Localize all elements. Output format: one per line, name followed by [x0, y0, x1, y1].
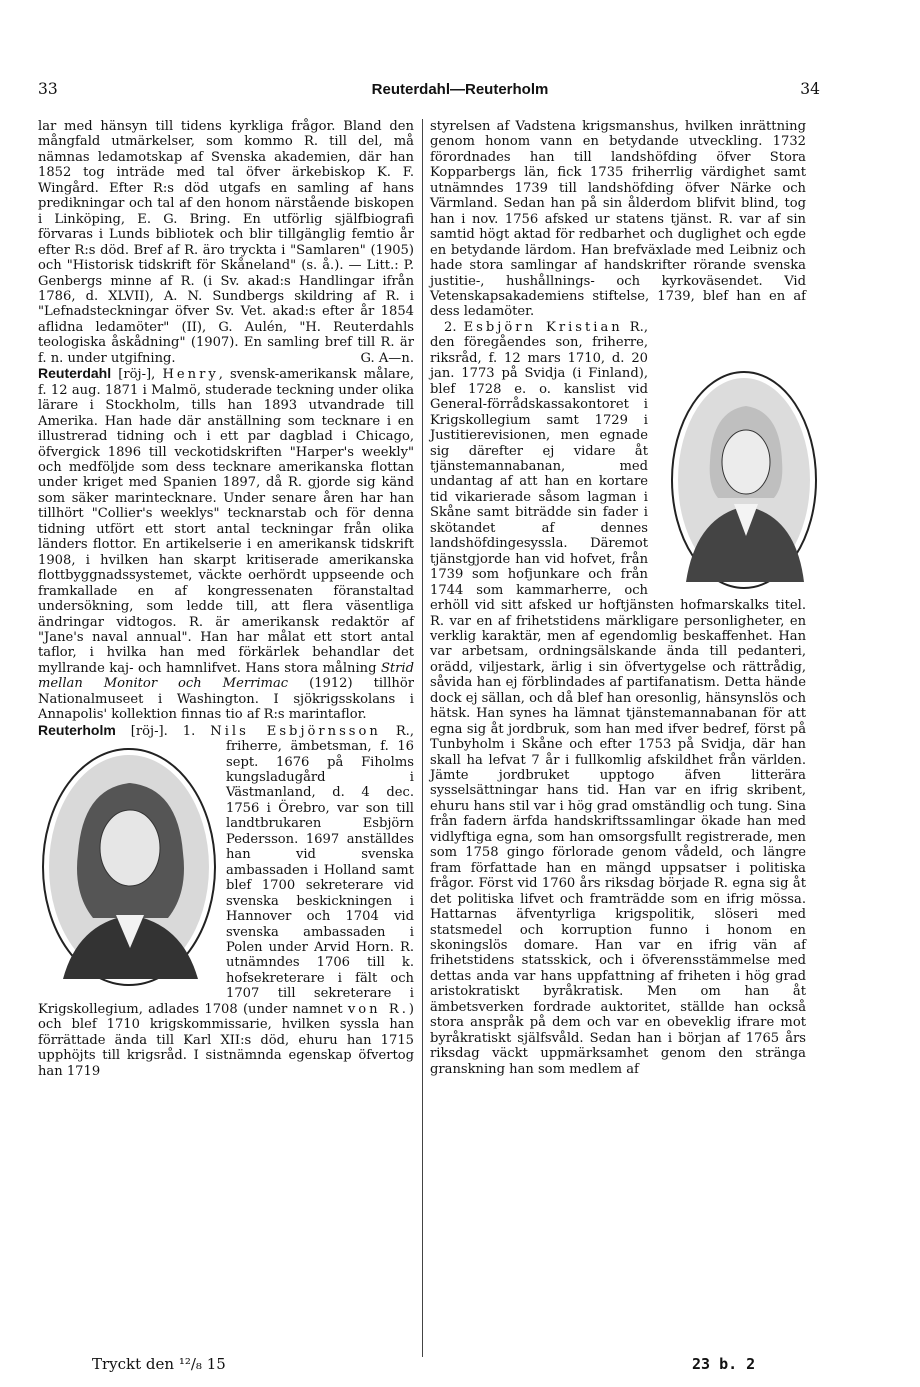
person-name: Nils Esbjörnsson — [210, 723, 381, 739]
entry-reuterholm-esbjorn: 2. Esbjörn Kristian R., den föregåendes son, friherre, riksråd, f. 12 mars 1710, d. 20 jan. 1773 på Svidja (i Finland), blef 1728 e. o. kanslist vid General-förrådskassakontoret i Krigskollegium samt 1729 i Justitierevisionen, men egnade sig därefter ej vidare åt tjänstemannabanan, med undantag af att han en kortare tid vikarierade såsom lagman i Skåne samt biträdde sin fader i skötandet af dennes landshöfdingesyssla. Däremot tjänstgjorde han vid hofvet, från 1739 som hofjunkare och från 1744 som kammarherre, och erhöll vid sitt afsked ur hoftjänsten hofmarskalks titel. R. var en af frihetstidens märkligare personligheter, en verklig karaktär, men af egendomlig beskaffenhet. Han var arbetsam, ordningsälskande ända till pedanteri, orädd, viljestark, ärlig i sin öfvertygelse och rättrådig, såvida han ej förblindades af partifanatism. Detta hände dock ej sällan, och då blef han oresonlig, hänsynslös och hätsk. Han synes ha lämnat tjänstemannabanan för att egna sig åt jordbruk, som han med ifver bedref, först på Tunbyholm i Skåne och efter 1753 på Svidja, där han skall ha lefvat 7 år i fullkomlig afskildhet från världen. Jämte jordbruket upptogo äfven litterära sysselsättningar hans tid. Han var en ifrig skribent, ehuru hans stil var i hög grad omständlig och tung. Sina från fadern ärfda handskriftssamlingar ökade han med vidlyftiga egna, som han omsorgsfullt registrerade, men som 1758 gingo förlorade genom vådeld, och längre fram författade han en mängd uppsatser i politiska frågor. Först vid 1760 års riksdag började R. egna sig åt det politiska lifvet och framträdde som en ifrig mössa. Hattarnas äfventyrliga krigspolitik, slöseri med statsmedel och korruption funno i honom en skoningslös domare. Han var en ifrig vän af frihetstidens statsskick, och i öfverensstämmelse med dettas anda var hans uppfattning af friheten i hög grad aristokratiskt byråkratisk. Men om han åt ämbetsverken fordrade auktoritet, ställde han också stora anspråk på dem och var en obeveklig ifrare mot byråkratiskt själfsvåld. Sedan han i början af 1765 års riksdag väckt uppmärksamhet genom den stränga granskning han som medlem af — [430, 320, 806, 1077]
person-name: Esbjörn Kristian — [463, 319, 623, 335]
right-column — [430, 119, 806, 1077]
print-date: Tryckt den ¹²/₈ 15 — [92, 1355, 226, 1373]
headword: Reuterholm — [38, 721, 116, 738]
person-name: Henry — [162, 367, 219, 383]
page-number-left: 33 — [38, 80, 58, 98]
portrait-engraving — [38, 743, 220, 991]
column-divider — [422, 119, 423, 1357]
entry-reuterholm-nils: Reuterholm [röj-]. 1. Nils Esbjörnsson R., friherre, ämbetsman, f. 16 sept. 1676 på Fiholms kungsladugård i Västmanland, d. 4 dec. 1756 i Örebro, var son till landtbrukaren Esbjörn Pedersson. 1697 anställdes han vid svenska ambassaden i Holland samt blef 1700 sekreterare vid svenska beskickningen i Hannover och 1704 vid svenska ambassaden i Polen under Arvid Horn. R. utnämndes 1706 till k. hofsekreterare i fält och 1707 till sekreterare i Krigskollegium, adlades 1708 (under namnet von R.) och blef 1710 krigskommissarie, hvilken syssla han förrättade ända till Karl XII:s död, ehuru han 1715 upphöjts till krigsråd. I sistnämnda egenskap öfvertog han 1719 — [38, 721, 415, 1079]
page-number-right: 34 — [800, 80, 820, 98]
left-column — [38, 119, 414, 1079]
entry-reuterholm-nils-cont: styrelsen af Vadstena krigsmanshus, hvilken inrättning genom honom vann en betydande utveckling. 1732 förordnades han till landshöfding öfver Stora Kopparbergs län, fick 1735 friherrlig värdighet samt utnämndes 1739 till landshöfding öfver Närke och Värmland. Sedan han på sin ålderdom blifvit blind, tog han i nov. 1756 afsked ur statens tjänst. R. var af sin samtid högt aktad för redbarhet och duglighet och egde en betydande lärdom. Han brefväxlade med Leibniz och hade stora samlingar af handskrifter rörande svenska justitie-, hushållnings- och kyrkoväsendet. Vid Vetenskapsakademiens stiftelse, 1739, blef han en af dess ledamöter. — [430, 119, 806, 320]
portrait-esbjorn-reuterholm — [654, 366, 806, 594]
artwork-title: Strid mellan Monitor och Merrimac — [38, 660, 414, 692]
portrait-nils-reuterholm — [38, 743, 220, 991]
sheet-signature: 23 b. 2 — [692, 1355, 756, 1373]
running-title: Reuterdahl—Reuterholm — [371, 81, 549, 98]
noble-name: von R. — [347, 1001, 409, 1017]
entry-reuterdahl-henry: Reuterdahl [röj-], Henry, svensk-amerikansk målare, f. 12 aug. 1871 i Malmö, studerade teckning under olika lärare i Stockholm, tills han 1893 utvandrade till Amerika. Han hade där anställning som tecknare i en illustrerad tidning och i ett par dagblad i Chicago, öfvergick 1896 till veckotidskriften "Harper's weekly" och medföljde som dess tecknare amerikanska flottan under kriget med Spanien 1897, då R. gjorde sig känd som säker marintecknare. Under senare åren har han tillhört "Collier's weeklys" tecknarstab och för denna tidning utfört ett stort antal teckningar från olika länders flottor. En artikelserie i en amerikansk tidskrift 1908, i hvilken han skarpt kritiserade amerikanska flottbyggnadssystemet, väckte oerhördt uppseende och framkallade en af kongressenaten föranstaltad undersökning, som ledde till, att flera väsentliga ändringar vidtogos. R. är amerikansk redaktör af "Jane's naval annual". Han har målat ett stort antal taflor, i hvilka han med förkärlek behandlar det myllrande kaj- och hamnlifvet. Hans stora målning Strid mellan Monitor och Merrimac (1912) tillhör Nationalmuseet i Washington. I sjökrigsskolans i Annapolis' kollektion finnas tio af R:s marintaflor. — [38, 365, 415, 723]
portrait-engraving — [668, 366, 820, 594]
entry-reuterdahl-henrik-end: lar med hänsyn till tidens kyrkliga frågor. Bland den mångfald utmärkelser, som kommo R. till del, må nämnas ledamotskap af Svenska akademien, där han 1852 tog inträde med tal öfver ärkebiskop K. F. Wingård. Efter R:s död utgafs en samling af hans predikningar och tal af den honom närstående biskopen i Linköping, E. G. Bring. En utförlig själfbiografi förvaras i Lunds bibliotek och blir tillgänglig femtio år efter R:s död. Bref af R. äro tryckta i "Samlaren" (1905) och "Historisk tidskrift för Skåneland" (s. å.). — Litt.: P. Genbergs minne af R. (i Sv. akad:s Handlingar ifrån 1786, d. XLVII), A. N. Sundbergs skildring af R. i "Lefnadsteckningar öfver Sv. Vet. akad:s efter år 1854 aflidna ledamöter" (II), G. Aulén, "H. Reuterdahls teologiska åskådning" (1907). En samling bref till R. är f. n. under utgifning. G. A—n. — [38, 119, 414, 366]
headword: Reuterdahl — [38, 365, 112, 382]
author-signature: G. A—n. — [360, 350, 414, 366]
